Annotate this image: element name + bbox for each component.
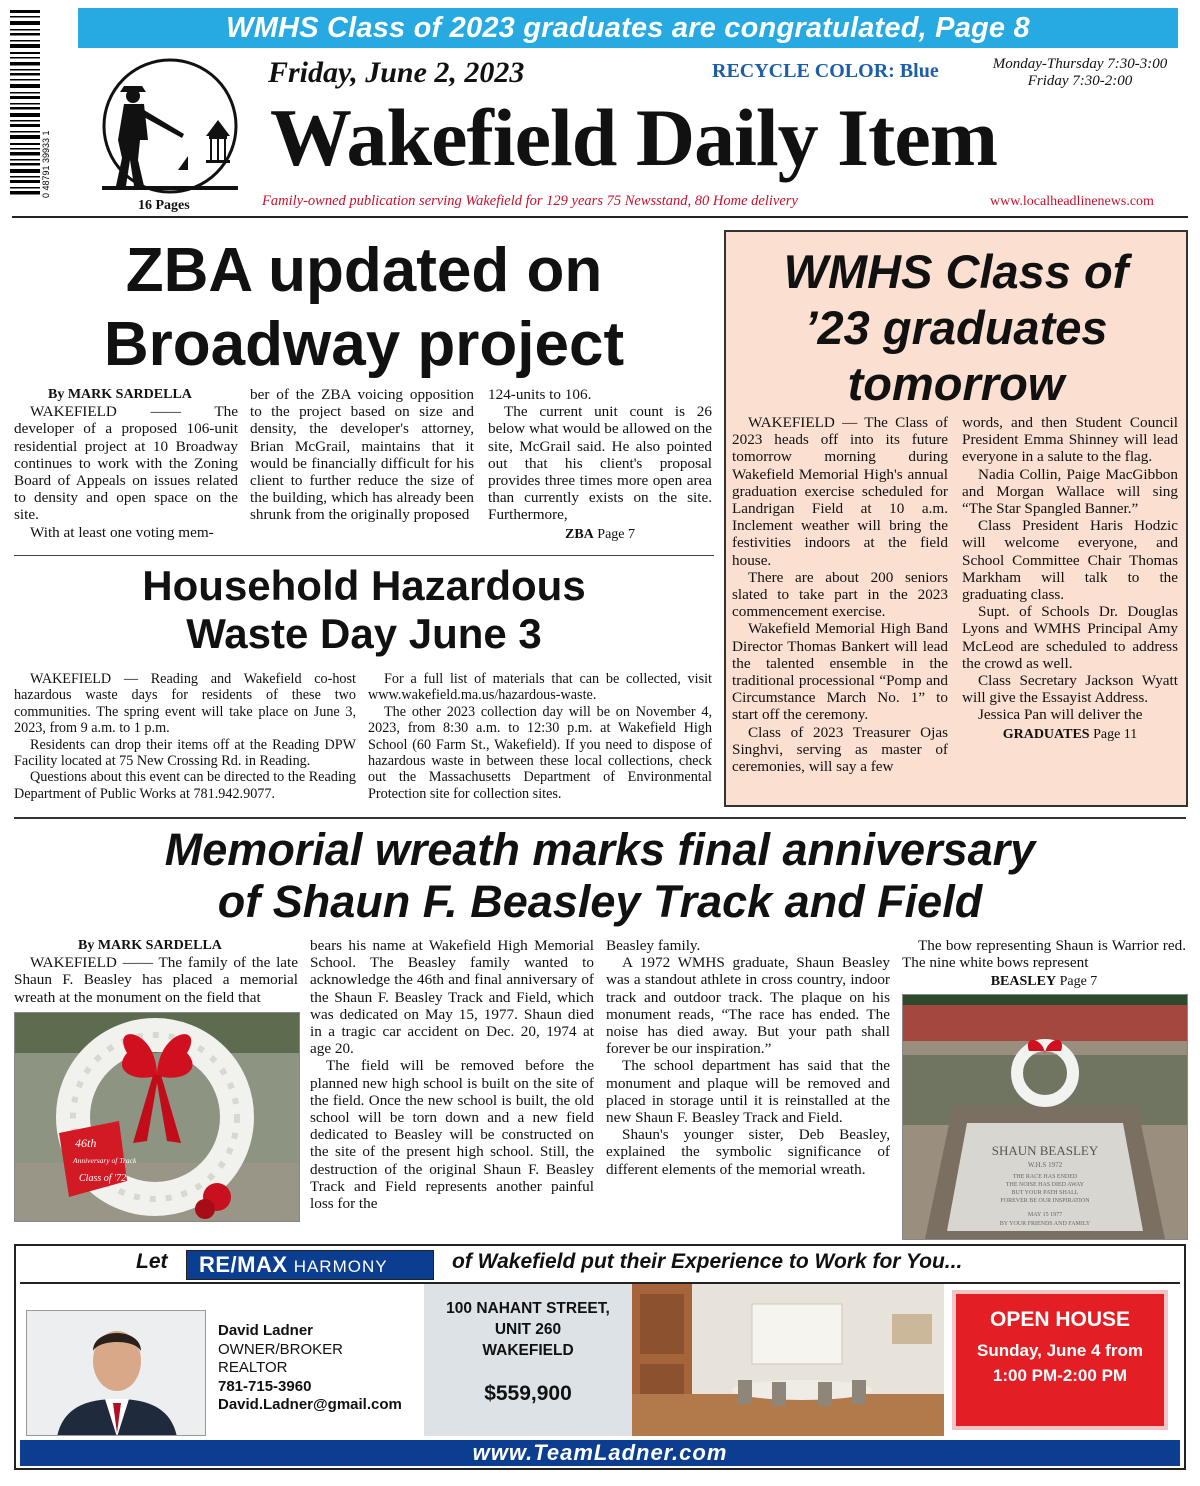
jump-label: BEASLEY: [990, 974, 1057, 990]
graduates-column-1: [732, 414, 948, 775]
hazardous-headline-line1: Household Hazardous: [142, 562, 586, 609]
memorial-byline: By MARK SARDELLA: [78, 938, 222, 953]
open-house-badge[interactable]: [952, 1290, 1168, 1430]
agent-title: REALTOR: [218, 1359, 288, 1376]
zba-column-2: [250, 386, 474, 524]
graduates-column-2: [962, 414, 1178, 743]
graduates-headline[interactable]: [730, 244, 1182, 412]
plaque-date: MAY 15 1977: [1027, 1212, 1063, 1218]
graduates-headline-line2: ’23 graduates: [804, 301, 1108, 354]
jump-page: Page 7: [1056, 974, 1098, 990]
hazardous-paragraph: Questions about this event can be directed to the Reading Department of Public Works at 781.942.9077.: [14, 769, 356, 802]
ad-let-text: Let: [136, 1250, 168, 1273]
hazardous-paragraph: The other 2023 collection day will be on November 4, 2023, from 8:30 a.m. to 12:30 p.m. at Wakefield High School (60 Farm St., Wakefield). If you need to dispose of hazardous waste in between these local collections, check out the Massachusetts Department of Environmental Protection site for collection sites.: [368, 703, 712, 802]
plaque-line: THE RACE HAS ENDED: [1012, 1174, 1078, 1180]
graduates-paragraph: Class President Haris Hodzic will welcome everyone, and School Committee Chair Thomas Markham will talk to the graduating class.: [962, 517, 1178, 604]
beasley-jump-link[interactable]: [902, 973, 1186, 990]
issue-date: Friday, June 2, 2023: [268, 56, 525, 89]
listing-address: [424, 1298, 632, 1361]
graduates-paragraph: Jessica Pan will deliver the: [978, 706, 1143, 724]
graduates-paragraph: words, and then Student Council President Emma Shinney will lead everyone in a salute to the flag.: [962, 414, 1178, 466]
hazardous-column-1: [14, 671, 356, 802]
plaque-line: THE NOISE HAS DIED AWAY: [1005, 1182, 1085, 1188]
graduates-jump-link[interactable]: [962, 726, 1178, 743]
hazardous-headline-line2: Waste Day June 3: [186, 610, 542, 657]
plaque-line: FOREVER BE OUR INSPIRATION: [1000, 1198, 1090, 1204]
plaque-years: W.H.S 1972: [1027, 1161, 1063, 1169]
newspaper-name: Wakefield Daily Item: [270, 92, 998, 183]
plaque-line: BUT YOUR PATH SHALL: [1011, 1190, 1079, 1196]
remax-logo: [186, 1250, 434, 1280]
wreath-sign-line3: Class of '72: [79, 1173, 127, 1184]
memorial-paragraph: The field will be removed before the planned new high school is built on the site of the field. Once the new school is built, the old school will be torn down and a new field dedicated to Beasley will be constructed on the site of the present high school. Still, the destruction of the original Shaun F. Beasley Track and Field represents another painful loss for the: [310, 1057, 594, 1213]
open-house-date: Sunday, June 4 from: [977, 1341, 1143, 1360]
agent-title: OWNER/BROKER: [218, 1340, 344, 1358]
address-line: 100 NAHANT STREET,: [446, 1300, 610, 1317]
graduates-headline-line1: WMHS Class of: [783, 245, 1129, 298]
zba-column-3: [488, 386, 712, 543]
zba-byline: By MARK SARDELLA: [48, 387, 192, 402]
agent-name: David Ladner: [218, 1322, 314, 1339]
plaque-photo: [902, 994, 1188, 1240]
jump-label: GRADUATES: [1002, 726, 1090, 742]
hazardous-column-2: [368, 671, 712, 802]
zba-paragraph: WAKEFIELD —— The developer of a proposed 106-unit residential project at 10 Broadway continues to work with the Zoning Board of Appeals on issues related to density and open space on the site.: [14, 403, 238, 524]
zba-jump-link[interactable]: [488, 526, 712, 543]
memorial-paragraph: bears his name at Wakefield High Memorial School. The Beasley family wanted to acknowledge the 46th and final anniversary of the Shaun F. Beasley Track and Field, which was dedicated on May 15, 1977. Shaun died in a tragic car accident on Dec. 20, 1974 at age 20.: [310, 937, 594, 1058]
wreath-sign-line2: Anniversary of Track: [73, 1156, 137, 1165]
hazardous-paragraph: For a full list of materials that can be collected, visit www.wakefield.ma.us/hazardous-waste.: [368, 671, 712, 704]
memorial-headline-line1: Memorial wreath marks final anniversary: [164, 824, 1036, 875]
wreath-photo: [14, 1012, 300, 1222]
memorial-paragraph: The school department has said that the monument and plaque will be removed and placed in storage until it is reinstalled at the new Shaun F. Beasley Track and Field.: [606, 1057, 890, 1127]
agent-phone[interactable]: 781-715-3960: [218, 1377, 312, 1395]
jump-page: Page 7: [593, 526, 635, 542]
top-banner[interactable]: WMHS Class of 2023 graduates are congratulated, Page 8: [78, 8, 1178, 48]
zba-headline-line2: Broadway project: [103, 310, 625, 379]
graduates-paragraph: Class of 2023 Treasurer Ojas Singhvi, serving as master of ceremonies, will say a few: [732, 723, 948, 776]
graduates-paragraph: There are about 200 seniors slated to take part in the 2023 commencement exercise.: [732, 568, 948, 621]
plaque-name: SHAUN BEASLEY: [991, 1143, 1099, 1158]
remax-harmony: HARMONY: [293, 1257, 388, 1276]
zba-paragraph: The current unit count is 26 below what would be allowed on the site, McGrail said. He also pointed out that his client's proposal provides three times more open area than currently exists on the site. Furthermore,: [488, 403, 712, 524]
jump-label: ZBA: [564, 526, 594, 542]
memorial-column-3: [606, 937, 890, 1178]
wreath-sign-line1: 46th: [75, 1136, 97, 1150]
agent-email[interactable]: David.Ladner@gmail.com: [218, 1396, 402, 1413]
zba-headline-line1: ZBA updated on: [125, 236, 603, 305]
listing-price: $559,900: [484, 1382, 572, 1405]
hazardous-paragraph: WAKEFIELD — Reading and Wakefield co-host hazardous waste days for residents of these two communities. The spring event will take place on June 3, 2023, from 9 a.m. to 1 p.m.: [14, 671, 356, 737]
zba-column-1: [14, 386, 238, 541]
barcode: [10, 6, 52, 202]
zba-paragraph: 124-units to 106.: [488, 386, 592, 403]
open-house-title: OPEN HOUSE: [989, 1308, 1131, 1331]
barcode-digits: 0 48791 39933 1: [41, 130, 51, 198]
recycle-color: RECYCLE COLOR: Blue: [712, 60, 939, 82]
zba-paragraph: With at least one voting mem-: [30, 523, 214, 541]
memorial-column-2: [310, 937, 594, 1212]
remax-brand: RE/MAX: [199, 1252, 288, 1277]
graduates-paragraph: Supt. of Schools Dr. Douglas Lyons and WMHS Principal Amy McLeod are scheduled to address the crowd as well.: [962, 603, 1178, 672]
agent-photo: [26, 1310, 206, 1436]
address-line: WAKEFIELD: [482, 1342, 574, 1359]
hours-weekdays: Monday-Thursday 7:30-3:00: [992, 56, 1168, 72]
memorial-paragraph: Beasley family.: [606, 937, 701, 954]
hazardous-paragraph: Residents can drop their items off at the Reading DPW Facility located at 75 New Crossing Rd. in Reading.: [14, 736, 356, 770]
memorial-column-4: [902, 937, 1186, 991]
jump-page: Page 11: [1089, 726, 1138, 742]
office-hours: [980, 56, 1180, 90]
graduates-paragraph: Wakefield Memorial High Band Director Thomas Bankert will lead the talented ensemble in the traditional processional “Pomp and Circumstance March No. 1” to start off the ceremony.: [732, 620, 948, 724]
memorial-paragraph: The bow representing Shaun is Warrior red. The nine white bows represent: [902, 937, 1186, 972]
hazardous-headline[interactable]: [14, 562, 714, 658]
listing-photo: [632, 1284, 944, 1436]
minuteman-logo: [88, 48, 248, 198]
agent-info: [218, 1322, 402, 1415]
masthead-tagline: Family-owned publication serving Wakefield for 129 years 75 Newsstand, 80 Home delivery: [262, 193, 798, 209]
memorial-headline[interactable]: [14, 824, 1186, 928]
hours-friday: Friday 7:30-2:00: [1027, 73, 1133, 89]
graduates-paragraph: Nadia Collin, Paige MacGibbon and Morgan Wallace will sing “The Star Spangled Banner.”: [962, 465, 1178, 518]
memorial-paragraph: A 1972 WMHS graduate, Shaun Beasley was a standout athlete in cross country, indoor track and outdoor track. The plaque on his monument reads, “The race has ended. The noise has died away. But your path shall forever be our inspiration.”: [606, 954, 890, 1058]
memorial-headline-line2: of Shaun F. Beasley Track and Field: [217, 876, 983, 927]
graduates-headline-line3: tomorrow: [847, 357, 1065, 410]
memorial-column-1: [14, 937, 298, 1006]
graduates-paragraph: WAKEFIELD — The Class of 2023 heads off into its future tomorrow morning during Wakefield Memorial High's annual graduation exercise scheduled for Landrigan Field at 10 a.m. Inclement weather will bring the festivities indoors at the field house.: [732, 414, 948, 569]
plaque-dedication: BY YOUR FRIENDS AND FAMILY: [999, 1221, 1091, 1227]
open-house-time: 1:00 PM-2:00 PM: [992, 1366, 1128, 1385]
graduates-paragraph: Class Secretary Jackson Wyatt will give the Essayist Address.: [962, 672, 1178, 707]
memorial-paragraph: Shaun's younger sister, Deb Beasley, explained the symbolic significance of different elements of the memorial wreath.: [606, 1126, 890, 1178]
masthead-divider: [12, 216, 1188, 218]
address-line: UNIT 260: [494, 1321, 562, 1338]
section-divider: [14, 555, 714, 556]
page-count: 16 Pages: [138, 198, 190, 213]
zba-paragraph: ber of the ZBA voicing opposition to the project based on size and density, the developer's attorney, Brian McGrail, maintains that it would be financially difficult for his client to further reduce the size of the building, which has already been shrunk from the originally proposed: [250, 386, 474, 524]
section-divider: [14, 817, 1186, 819]
zba-headline[interactable]: [14, 234, 714, 382]
website-link[interactable]: www.localheadlinenews.com: [990, 194, 1154, 209]
ad-website-link[interactable]: www.TeamLadner.com: [20, 1440, 1180, 1466]
ad-tagline: of Wakefield put their Experience to Work for You...: [452, 1250, 963, 1273]
memorial-paragraph: WAKEFIELD —— The family of the late Shaun F. Beasley has placed a memorial wreath at the monument on the field that: [14, 954, 298, 1006]
